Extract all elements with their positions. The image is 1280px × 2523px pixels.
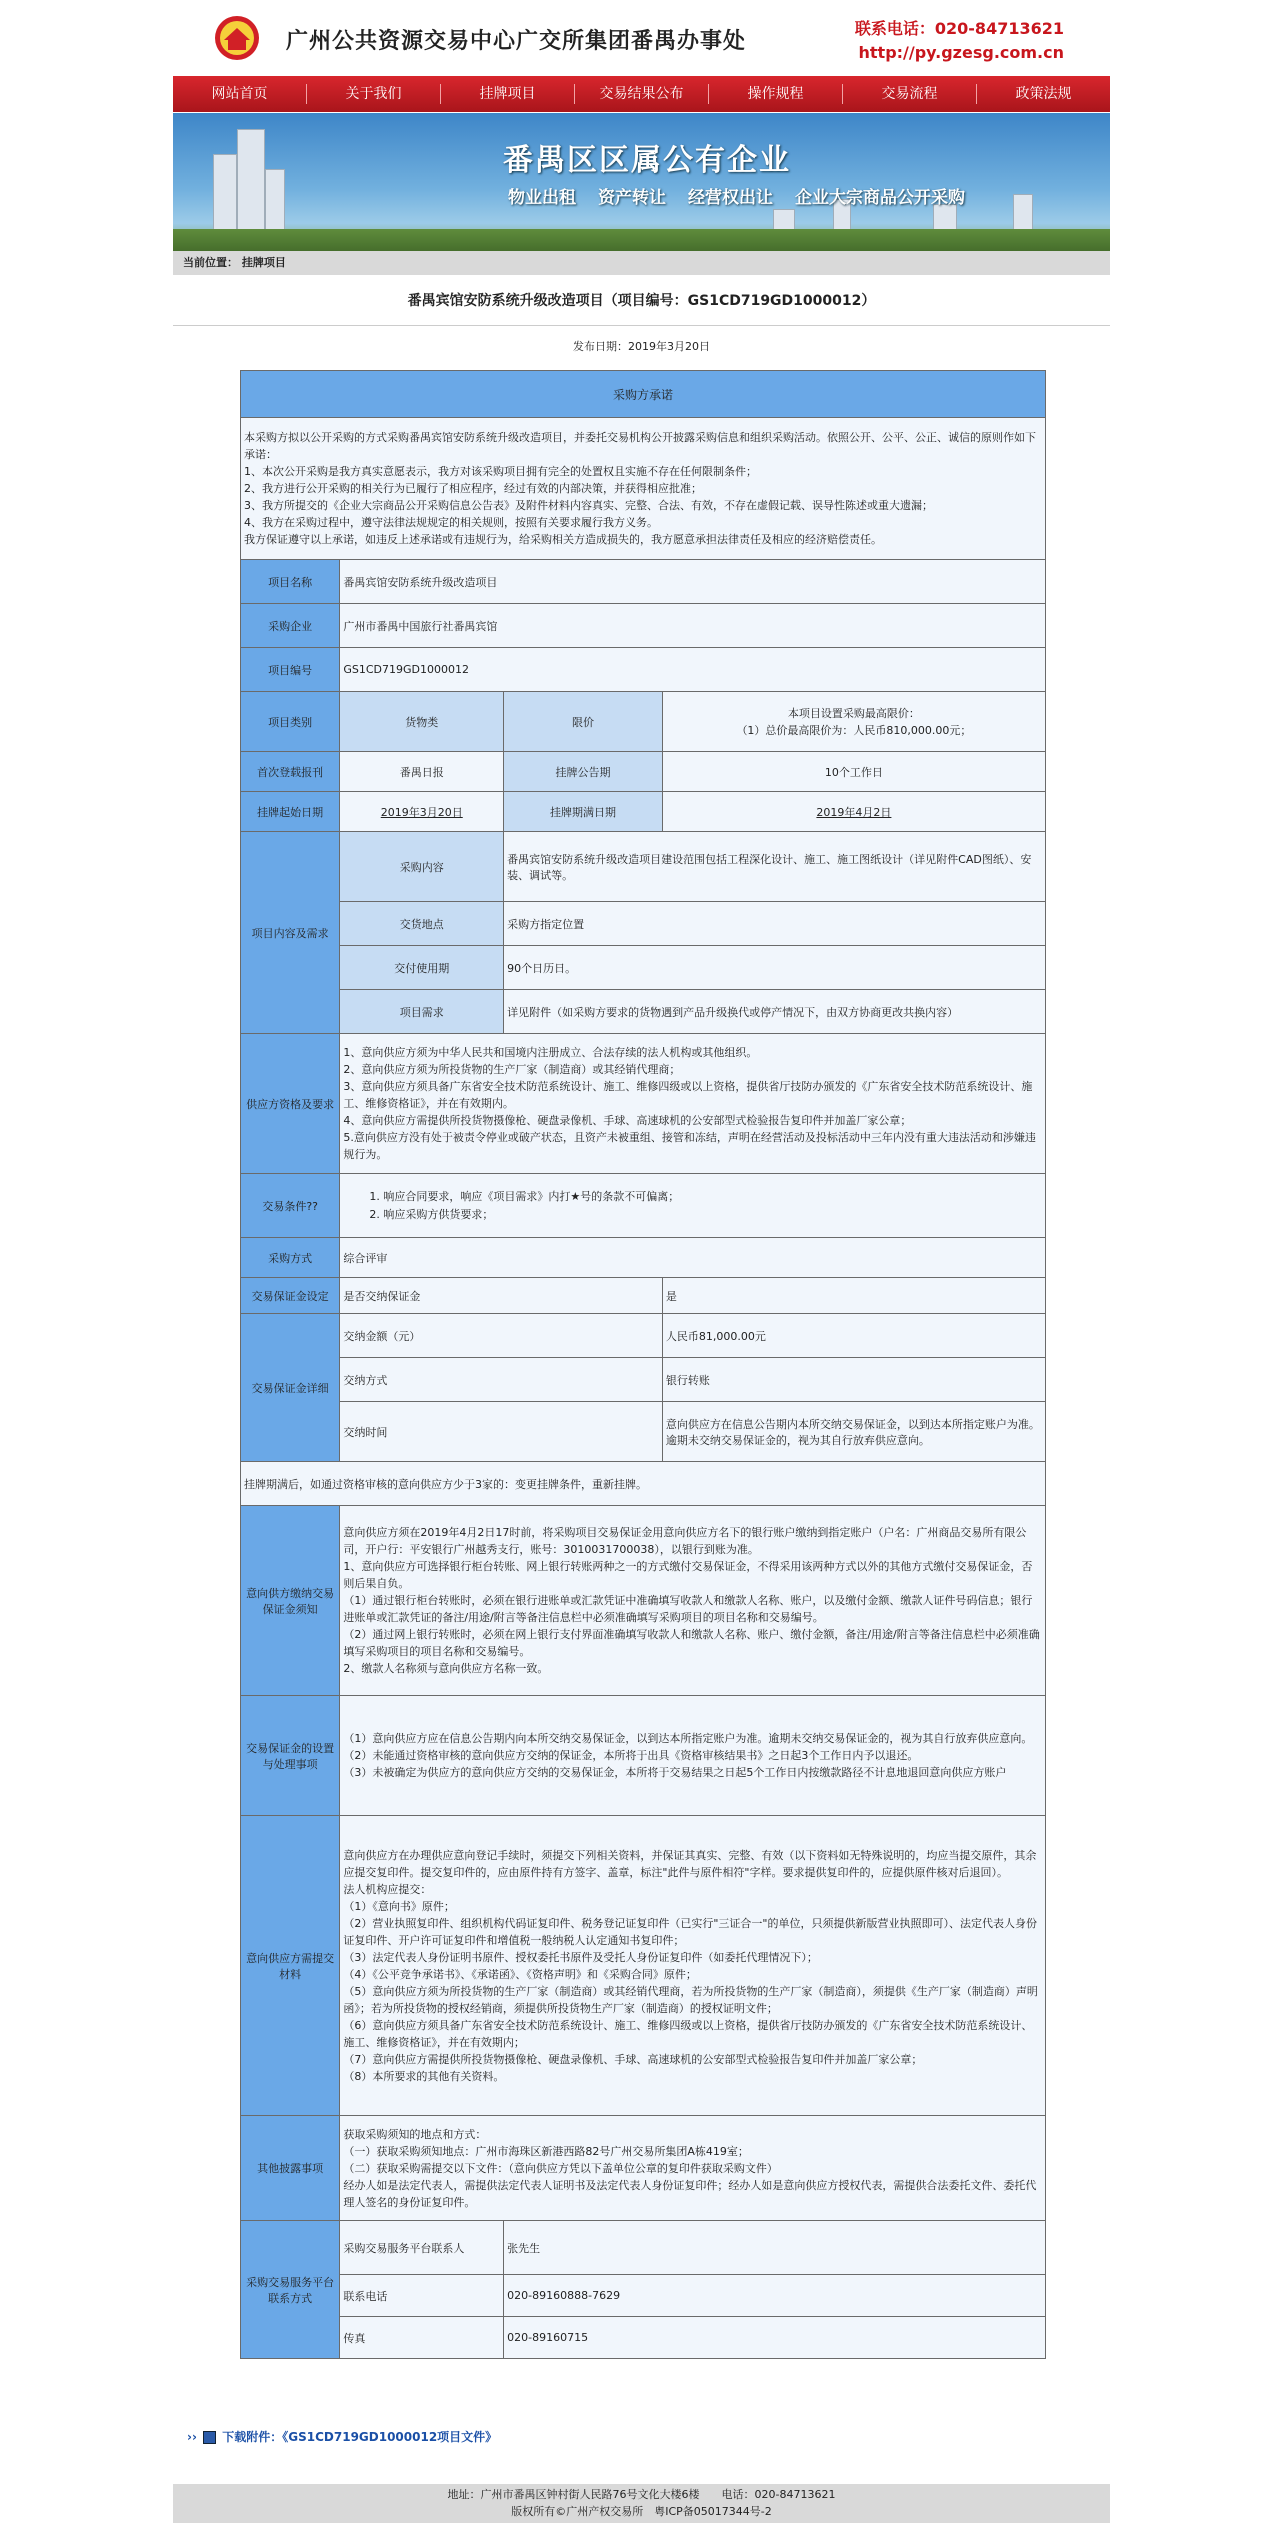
footer-copyright: 版权所有©广州产权交易所 粤ICP备05017344号-2 xyxy=(511,2505,772,2518)
period-label: 挂牌公告期 xyxy=(504,752,663,792)
first-pub-value: 番禺日报 xyxy=(340,752,504,792)
deposit-time-label: 交纳时间 xyxy=(340,1402,663,1462)
promise-title: 采购方承诺 xyxy=(241,371,1046,418)
page-title: 番禺宾馆安防系统升级改造项目（项目编号：GS1CD719GD1000012） xyxy=(407,293,876,309)
deadline-label: 交付使用期 xyxy=(340,946,504,990)
deposit-amount-value: 人民币81,000.00元 xyxy=(662,1314,1045,1358)
main-nav xyxy=(173,76,1110,112)
nav-policy[interactable]: 政策法规 xyxy=(1015,86,1072,102)
site-title: 广州公共资源交易中心广交所集团番禺办事处 xyxy=(286,29,747,54)
banner xyxy=(173,113,1110,251)
cond-item: 1. 响应合同要求，响应《项目需求》内打★号的条款不可偏离； xyxy=(383,1188,1042,1206)
cond-value xyxy=(340,1174,1046,1238)
project-name-value: 番禺宾馆安防系统升级改造项目 xyxy=(340,560,1046,604)
divider xyxy=(173,325,1110,326)
svc-contact-value: 张先生 xyxy=(504,2221,1046,2275)
qual-label: 供应方资格及要求 xyxy=(241,1034,340,1174)
docs-label: 意向供应方需提交材料 xyxy=(241,1816,340,2116)
code-label: 项目编号 xyxy=(241,648,340,692)
limit-label: 限价 xyxy=(504,692,663,752)
project-table xyxy=(240,370,1046,2359)
other-label: 其他披露事项 xyxy=(241,2116,340,2221)
req-label: 项目需求 xyxy=(340,990,504,1034)
deposit-time-value: 意向供应方在信息公告期内本所交纳交易保证金，以到达本所指定账户为准。逾期未交纳交易保证金的，视为其自行放弃供应意向。 xyxy=(662,1402,1045,1462)
deposit-flag-value: 是 xyxy=(662,1278,1045,1314)
code-value: GS1CD719GD1000012 xyxy=(340,648,1046,692)
service-label: 采购交易服务平台联系方式 xyxy=(241,2221,340,2359)
banner-sub-procurement: 企业大宗商品公开采购 xyxy=(795,188,965,208)
method-value: 综合评审 xyxy=(340,1238,1046,1278)
docs-value: 意向供应方在办理供应意向登记手续时，须提交下列相关资料，并保证其真实、完整、有效（以下资料如无特殊说明的，均应当提交原件，其余应提交复印件。提交复印件的，应由原件持有方签字、盖章，标注"此件与原件相符"字样。要求提供复印件的，应提供原件核对后退回）。 法人机构应提交： （1）《意向书》原件； （2）营业执照复印件、组织机构代码证复印件、税务登记证复印件（已实行"三证合一"的单位，只须提供新版营业执照即可）、法定代表人身份证复印件、开户许可证复印件和增值税一般纳税人认定通知书复印件； （3）法定代表人身份证明书原件、授权委托书原件及受托人身份证复印件（如委托代理情况下）； （4）《公平竞争承诺书》、《承诺函》、《资格声明》和《采购合同》原件； （5）意向供应方须为所投货物的生产厂家（制造商）或其经销代理商，若为所投货物的生产厂家（制造商），须提供《生产厂家（制造商）声明函》；若为所投货物的授权经销商，须提供所投货物生产厂家（制造商）的授权证明文件； （6）意向供应方须具备广东省安全技术防范系统设计、施工、维修四级或以上资格，提供省厅技防办颁发的《广东省安全技术防范系统设计、施工、维修资格证》，并在有效期内； （7）意向供应方需提供所投货物摄像枪、硬盘录像机、手球、高速球机的公安部型式检验报告复印件并加盖厂家公章； （8）本所要求的其他有关资料。 xyxy=(340,1816,1046,2116)
content-label: 采购内容 xyxy=(340,832,504,902)
breadcrumb xyxy=(173,251,1110,275)
arrow-icon: ›› xyxy=(187,2430,197,2444)
contact-url[interactable]: http://py.gzesg.com.cn xyxy=(858,43,1064,62)
deposit-detail-label: 交易保证金详细 xyxy=(241,1314,340,1462)
footer-address: 地址：广州市番禺区钟村街人民路76号文化大楼6楼 电话：020-84713621 xyxy=(447,2488,836,2501)
limit-value: 本项目设置采购最高限价： （1）总价最高限价为：人民币810,000.00元； xyxy=(662,692,1045,752)
place-label: 交货地点 xyxy=(340,902,504,946)
expire-note: 挂牌期满后，如通过资格审核的意向供应方少于3家的：变更挂牌条件，重新挂牌。 xyxy=(241,1462,1046,1506)
svc-fax-label: 传真 xyxy=(340,2317,504,2359)
banner-sub-lease: 物业出租 xyxy=(508,188,576,208)
cond-item: 2. 响应采购方供货要求； xyxy=(383,1206,1042,1224)
nav-procedures[interactable]: 操作规程 xyxy=(709,84,843,104)
promise-text: 本采购方拟以公开采购的方式采购番禺宾馆安防系统升级改造项目，并委托交易机构公开披露采购信息和组织采购活动。依照公开、公平、公正、诚信的原则作如下承诺： 1、本次公开采购是我方真实意愿表示，我方对该采购项目拥有完全的处置权且实施不存在任何限制条件； 2、我方进行公开采购的相关行为已履行了相应程序，经过有效的内部决策，并获得相应批准； 3、我方所提交的《企业大宗商品公开采购信息公告表》及附件材料内容真实、完整、合法、有效，不存在虚假记载、误导性陈述或重大遗漏； 4、我方在采购过程中，遵守法律法规规定的相关规则，按照有关要求履行我方义务。 我方保证遵守以上承诺，如违反上述承诺或有违规行为，给采购相关方造成损失的，我方愿意承担法律责任及相应的经济赔偿责任。 xyxy=(241,418,1046,560)
header xyxy=(0,0,1280,76)
deposit-way-value: 银行转账 xyxy=(662,1358,1045,1402)
download-text: 下载附件：《GS1CD719GD1000012项目文件》 xyxy=(222,2430,498,2444)
nav-listed-projects[interactable]: 挂牌项目 xyxy=(441,84,575,104)
deposit-set-label: 交易保证金设定 xyxy=(241,1278,340,1314)
deposit-flag-label: 是否交纳保证金 xyxy=(340,1278,663,1314)
start-label: 挂牌起始日期 xyxy=(241,792,340,832)
content-value: 番禺宾馆安防系统升级改造项目建设范围包括工程深化设计、施工、施工图纸设计（详见附件CAD图纸）、安装、调试等。 xyxy=(504,832,1046,902)
project-name-label: 项目名称 xyxy=(241,560,340,604)
notice-value: 意向供应方须在2019年4月2日17时前，将采购项目交易保证金用意向供应方名下的银行账户缴纳到指定账户（户名：广州商品交易所有限公司，开户行：平安银行广州越秀支行，账号：3010031700038），以银行到账为准。 1、意向供应方可选择银行柜台转账、网上银行转账两种之一的方式缴付交易保证金，不得采用该两种方式以外的其他方式缴付交易保证金，否则后果自负。 （1）通过银行柜台转账时，必须在银行进账单或汇款凭证中准确填写收款人和缴款人名称、账户，以及缴付金额、缴款人证件号码信息；银行进账单或汇款凭证的备注/用途/附言等备注信息栏中必须准确填写采购项目的项目名称和交易编号。 （2）通过网上银行转账时，必须在网上银行支付界面准确填写收款人和缴款人名称、账户、缴付金额，备注/用途/附言等备注信息栏中必须准确填写采购项目的项目名称和交易编号。 2、缴款人名称须与意向供应方名称一致。 xyxy=(340,1506,1046,1696)
buyer-label: 采购企业 xyxy=(241,604,340,648)
deadline-value: 90个日历日。 xyxy=(504,946,1046,990)
category-label: 项目类别 xyxy=(241,692,340,752)
svc-fax-value: 020-89160715 xyxy=(504,2317,1046,2359)
period-value: 10个工作日 xyxy=(662,752,1045,792)
buyer-value: 广州市番禺中国旅行社番禺宾馆 xyxy=(340,604,1046,648)
save-icon xyxy=(203,2431,216,2444)
svc-contact-label: 采购交易服务平台联系人 xyxy=(340,2221,504,2275)
banner-title: 番禺区区属公有企业 xyxy=(503,143,791,178)
banner-sub-transfer: 资产转让 xyxy=(598,188,666,208)
deposit-amount-label: 交纳金额（元） xyxy=(340,1314,663,1358)
nav-home[interactable]: 网站首页 xyxy=(173,84,307,104)
qual-value: 1、意向供应方须为中华人民共和国境内注册成立、合法存续的法人机构或其他组织。 2、意向供应方须为所投货物的生产厂家（制造商）或其经销代理商； 3、意向供应方须具备广东省安全技术防范系统设计、施工、维修四级或以上资格，提供省厅技防办颁发的《广东省安全技术防范系统设计、施工、维修资格证》，并在有效期内。 4、意向供应方需提供所投货物摄像枪、硬盘录像机、手球、高速球机的公安部型式检验报告复印件并加盖厂家公章； 5.意向供应方没有处于被责令停业或破产状态，且资产未被重组、接管和冻结，声明在经营活动及投标活动中三年内没有重大违法活动和涉嫌违规行为。 xyxy=(340,1034,1046,1174)
end-value: 2019年4月2日 xyxy=(662,792,1045,832)
contact-tel: 联系电话：020-84713621 xyxy=(854,19,1064,38)
nav-about[interactable]: 关于我们 xyxy=(307,84,441,104)
end-label: 挂牌期满日期 xyxy=(504,792,663,832)
first-pub-label: 首次登载报刊 xyxy=(241,752,340,792)
handle-value: （1）意向供应方应在信息公告期内向本所交纳交易保证金，以到达本所指定账户为准。逾期未交纳交易保证金的，视为其自行放弃供应意向。 （2）未能通过资格审核的意向供应方交纳的保证金，本所将于出具《资格审核结果书》之日起3个工作日内予以退还。 （3）未被确定为供应方的意向供应方交纳的交易保证金，本所将于交易结果之日起5个工作日内按缴款路径不计息地退回意向供应方账户 xyxy=(340,1696,1046,1816)
req-value: 详见附件（如采购方要求的货物遇到产品升级换代或停产情况下，由双方协商更改共换内容） xyxy=(504,990,1046,1034)
contact-info xyxy=(855,16,1064,62)
svc-phone-value: 020-89160888-7629 xyxy=(504,2275,1046,2317)
nav-process[interactable]: 交易流程 xyxy=(843,84,977,104)
method-label: 采购方式 xyxy=(241,1238,340,1278)
nav-results[interactable]: 交易结果公布 xyxy=(575,84,709,104)
notice-label: 意向供方缴纳交易保证金须知 xyxy=(241,1506,340,1696)
footer xyxy=(173,2484,1110,2523)
handle-label: 交易保证金的设置与处理事项 xyxy=(241,1696,340,1816)
start-value: 2019年3月20日 xyxy=(340,792,504,832)
svc-phone-label: 联系电话 xyxy=(340,2275,504,2317)
deposit-way-label: 交纳方式 xyxy=(340,1358,663,1402)
other-value: 获取采购须知的地点和方式： （一）获取采购须知地点：广州市海珠区新港西路82号广州交易所集团A栋419室； （二）获取采购需提交以下文件：（意向供应方凭以下盖单位公章的复印件获取采购文件） 经办人如是法定代表人，需提供法定代表人证明书及法定代表人身份证复印件；经办人如是意向供应方授权代表，需提供合法委托文件、委托代理人签名的身份证复印件。 xyxy=(340,2116,1046,2221)
logo-icon xyxy=(212,14,262,62)
category-value: 货物类 xyxy=(340,692,504,752)
place-value: 采购方指定位置 xyxy=(504,902,1046,946)
download-link[interactable] xyxy=(187,2428,497,2445)
banner-sub-rights: 经营权出让 xyxy=(688,188,773,208)
banner-subtitles xyxy=(508,183,965,208)
publish-date: 发布日期：2019年3月20日 xyxy=(573,340,710,353)
cond-label: 交易条件?? xyxy=(241,1174,340,1238)
breadcrumb-text: 当前位置： 挂牌项目 xyxy=(183,256,286,269)
content-group-label: 项目内容及需求 xyxy=(241,832,340,1034)
